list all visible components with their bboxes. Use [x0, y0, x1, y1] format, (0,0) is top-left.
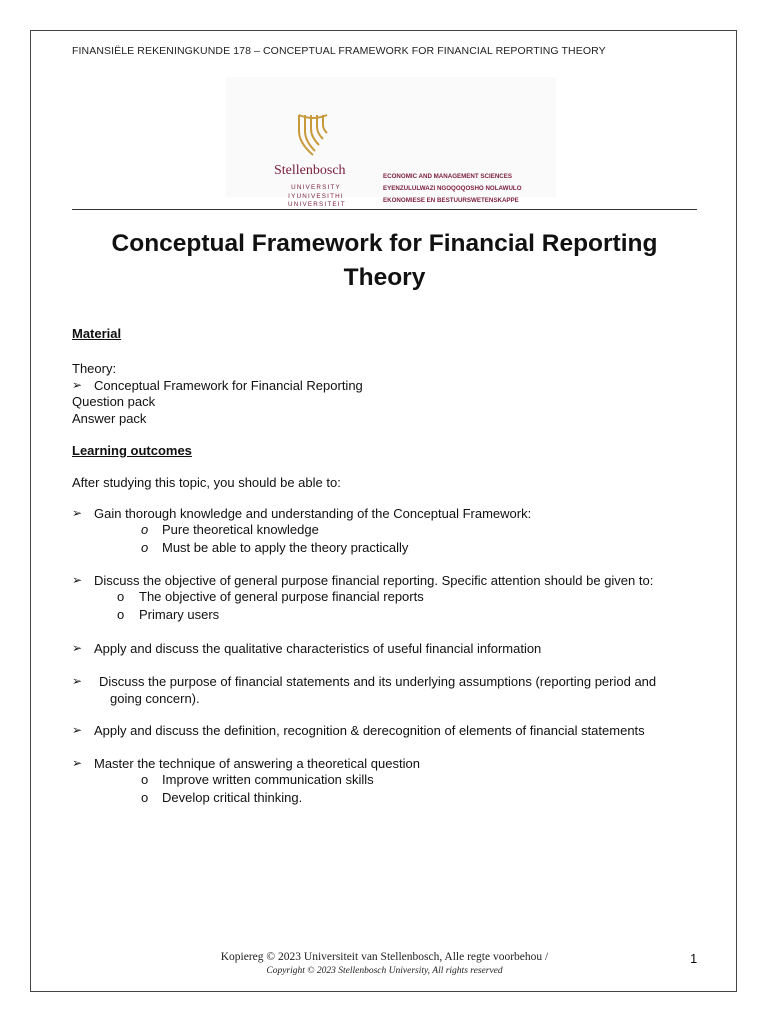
outcome-sub-item: The objective of general purpose financial reports [139, 589, 424, 604]
header-divider [72, 209, 697, 210]
outcome-item-continued: going concern). [110, 691, 200, 706]
arrow-bullet-icon: ➢ [72, 573, 83, 587]
outcome-item: Master the technique of answering a theoretical question [94, 756, 420, 771]
arrow-bullet-icon: ➢ [72, 723, 83, 737]
outcome-sub-item: Improve written communication skills [162, 772, 374, 787]
logo-subtitle [288, 184, 344, 210]
faculty-af: EKONOMIESE EN BESTUURSWETENSKAPPE [383, 197, 519, 204]
logo-name: Stellenbosch [274, 163, 346, 178]
arrow-bullet-icon: ➢ [72, 674, 83, 688]
sub-bullet-icon: o [141, 772, 149, 787]
university-logo [226, 77, 556, 208]
theory-item: Conceptual Framework for Financial Reporting [94, 378, 363, 393]
material-heading: Material [72, 326, 122, 341]
footer-copyright-af: Kopiereg © 2023 Universiteit van Stellenbosch, Alle regte voorbehou / [220, 951, 549, 963]
answer-pack: Answer pack [72, 411, 147, 426]
outcome-item: Discuss the objective of general purpose financial reporting. Specific attention should be given to: [94, 573, 654, 588]
logo-sub-af: UNIVERSITEIT [288, 201, 346, 208]
document-page [30, 30, 737, 992]
faculty-xh: EYENZULULWAZI NGOQOQOSHO NOLAWULO [383, 185, 522, 192]
outcome-item: Discuss the purpose of financial statements and its underlying assumptions (reporting period and [99, 674, 657, 689]
outcome-sub-item: Primary users [139, 607, 220, 622]
outcome-sub-item: Pure theoretical knowledge [162, 522, 319, 537]
stellenbosch-emblem-icon [295, 111, 331, 161]
sub-bullet-icon: o [141, 540, 149, 555]
sub-bullet-icon: o [117, 607, 125, 622]
outcome-item: Apply and discuss the qualitative characteristics of useful financial information [94, 641, 542, 656]
logo-faculty [383, 171, 522, 207]
arrow-bullet-icon: ➢ [72, 641, 83, 655]
arrow-bullet-icon: ➢ [72, 378, 83, 392]
page-number: 1 [690, 951, 698, 966]
outcome-sub-item: Must be able to apply the theory practically [162, 540, 409, 555]
sub-bullet-icon: o [117, 589, 125, 604]
logo-sub-en: UNIVERSITY [291, 184, 341, 191]
faculty-en: ECONOMIC AND MANAGEMENT SCIENCES [383, 173, 513, 180]
footer-copyright-en: Copyright © 2023 Stellenbosch University, All rights reserved [266, 966, 503, 976]
learning-intro: After studying this topic, you should be able to: [72, 475, 341, 490]
learning-outcomes-heading: Learning outcomes [72, 443, 192, 458]
arrow-bullet-icon: ➢ [72, 756, 83, 770]
question-pack: Question pack [72, 394, 156, 409]
running-header: FINANSIËLE REKENINGKUNDE 178 – CONCEPTUAL FRAMEWORK FOR FINANCIAL REPORTING THEORY [72, 45, 606, 57]
logo-sub-xh: IYUNIVESITHI [288, 192, 344, 200]
arrow-bullet-icon: ➢ [72, 506, 83, 520]
outcome-sub-item: Develop critical thinking. [162, 790, 303, 805]
sub-bullet-icon: o [141, 522, 149, 537]
document-title: Conceptual Framework for Financial Reporting Theory [111, 230, 658, 291]
outcome-item: Apply and discuss the definition, recognition & derecognition of elements of financial statements [94, 723, 645, 738]
sub-bullet-icon: o [141, 790, 149, 805]
outcome-item: Gain thorough knowledge and understanding of the Conceptual Framework: [94, 506, 532, 521]
theory-label: Theory: [72, 361, 117, 376]
